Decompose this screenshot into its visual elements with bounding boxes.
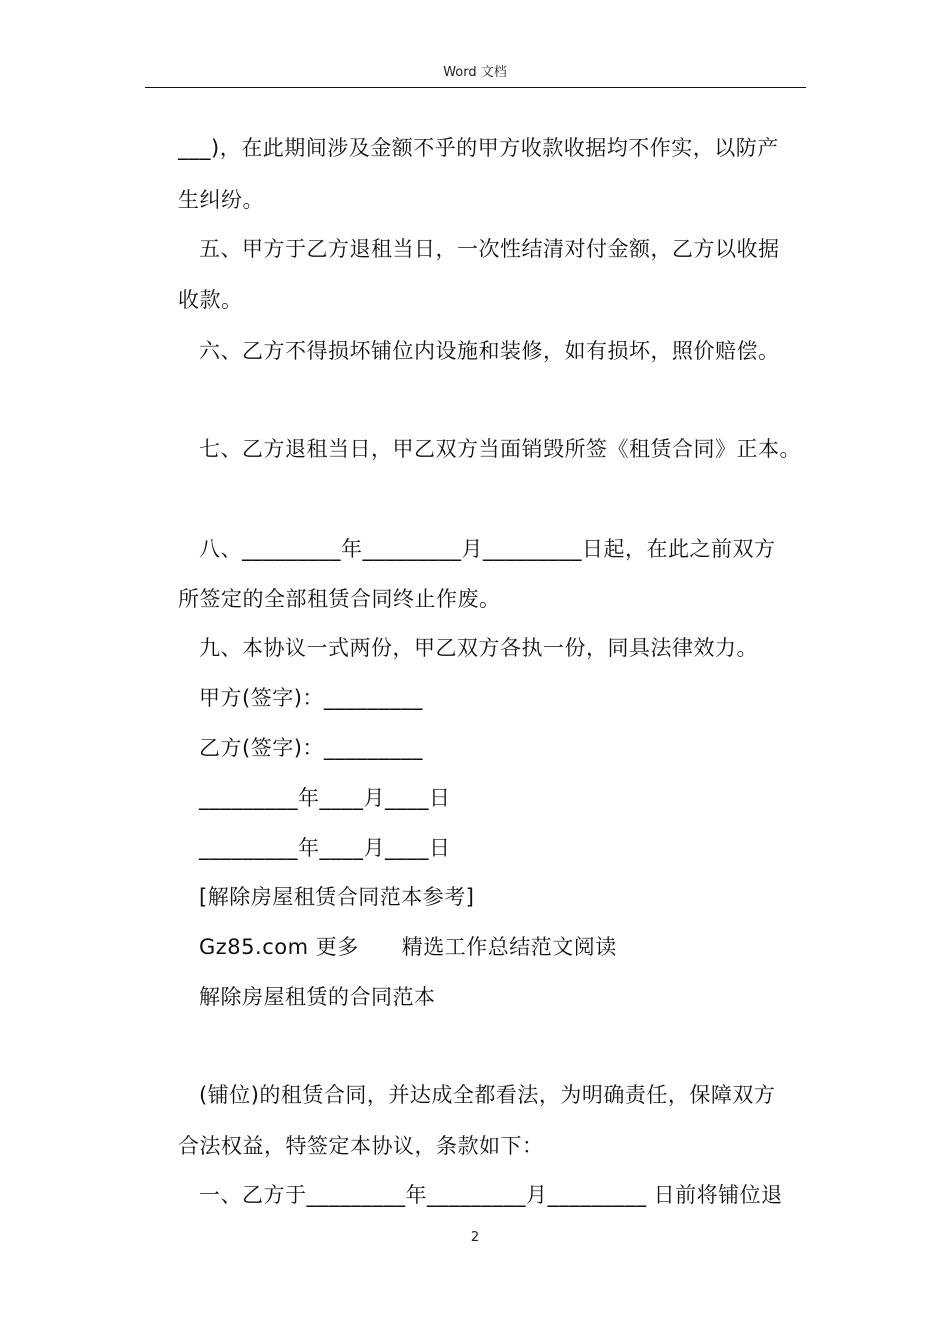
body-line-8: 所签定的全部租赁合同终止作废。 — [178, 587, 501, 611]
signature-party-a: 甲方(签字)：_________ — [199, 686, 423, 710]
body-line-5: 六、乙方不得损坏铺位内设施和装修，如有损坏，照价赔偿。 — [199, 339, 780, 363]
body-line-19: 一、乙方于_________年_________月_________ 日前将铺位退 — [199, 1183, 783, 1207]
body-line-6: 七、乙方退租当日，甲乙双方当面销毁所签《租赁合同》正本。 — [199, 437, 801, 461]
page-number: 2 — [470, 1230, 480, 1245]
body-line-9: 九、本协议一式两份，甲乙双方各执一份，同具法律效力。 — [199, 636, 758, 660]
body-line-3: 五、甲方于乙方退租当日，一次性结清对付金额，乙方以收据 — [199, 237, 780, 261]
reference-heading: [解除房屋租赁合同范本参考] — [199, 885, 475, 909]
body-line-7: 八、_________年_________月_________日起，在此之前双方 — [199, 537, 776, 561]
body-line-1: ___)，在此期间涉及金额不乎的甲方收款收据均不作实，以防产 — [178, 136, 779, 160]
header-divider — [145, 87, 806, 88]
contract-subtitle: 解除房屋租赁的合同范本 — [199, 985, 436, 1009]
date-line-1: _________年____月____日 — [199, 786, 451, 810]
signature-party-b: 乙方(签字)：_________ — [199, 736, 423, 760]
date-line-2: _________年____月____日 — [199, 836, 451, 860]
body-line-4: 收款。 — [178, 288, 243, 312]
body-line-18: 合法权益，特签定本协议，条款如下： — [178, 1134, 544, 1158]
body-line-17: (铺位)的租赁合同，并达成全都看法，为明确责任，保障双方 — [199, 1083, 776, 1107]
body-line-2: 生纠纷。 — [178, 188, 264, 212]
page-header: Word 文档 — [443, 65, 507, 80]
site-promo-line: Gz85.com 更多 精选工作总结范文阅读 — [199, 935, 617, 959]
